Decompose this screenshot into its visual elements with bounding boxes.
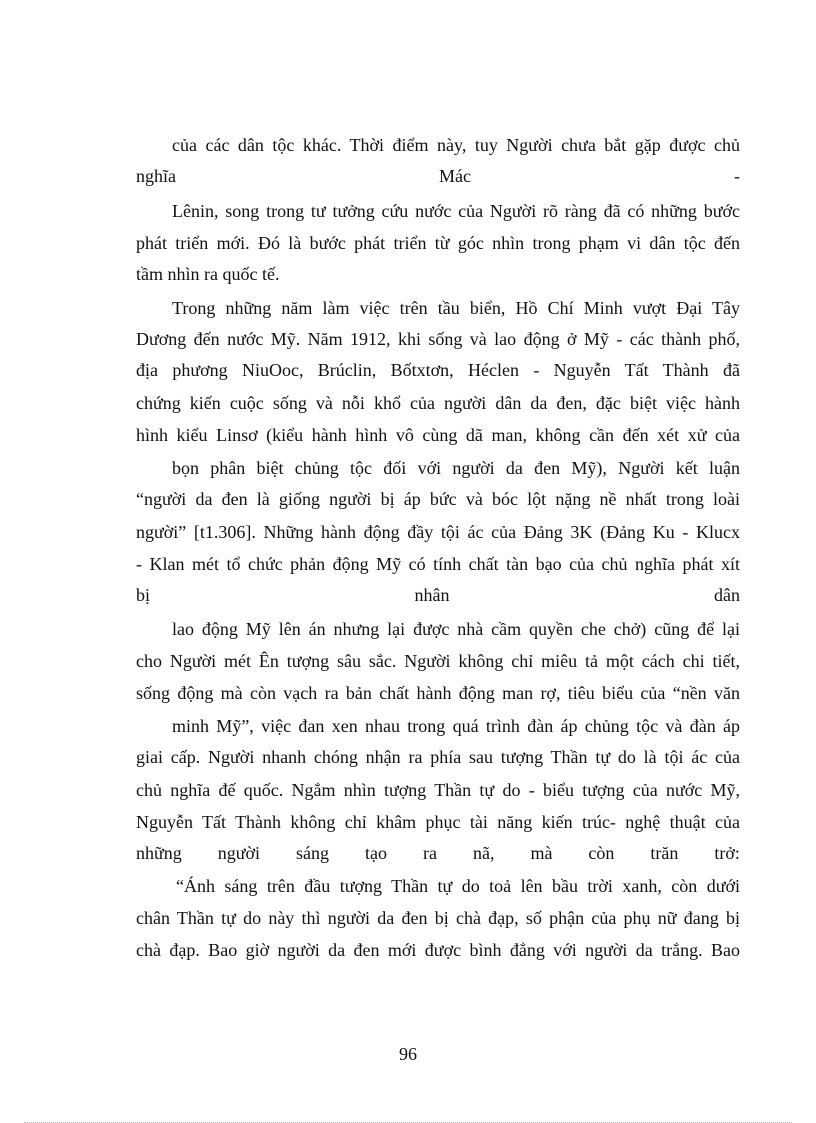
text-line: chủ nghĩa đế quốc. Ngắm nhìn tượng Thần tự do - biểu tượng của nước Mỹ, [136, 780, 740, 800]
spread-line [136, 841, 740, 865]
spread-line [136, 164, 740, 188]
text-line: Trong những năm làm việc trên tầu biển, Hồ Chí Minh vượt Đại Tây [172, 298, 740, 318]
text-line: Lênin, song trong tư tưởng cứu nước của Người rõ ràng đã có những bước [172, 201, 740, 221]
text-line: Nguyễn Tất Thành không chỉ khâm phục tài năng kiến trúc- nghệ thuật của [136, 812, 740, 832]
word: tạo [365, 843, 387, 863]
text-line: chà đạp. Bao giờ người da đen mới được bình đẳng với người da trắng. Bao [136, 940, 740, 960]
text-line: sống động mà còn vạch ra bản chất hành động man rợ, tiêu biểu của “nền văn [136, 683, 740, 703]
word: bị [136, 585, 151, 605]
text-line: người” [t1.306]. Những hành động đầy tội ác của Đảng 3K (Đảng Ku - Klucx [136, 522, 740, 542]
word: nghĩa [136, 166, 176, 186]
text-line: của các dân tộc khác. Thời điểm này, tuy Người chưa bắt gặp được chủ [172, 135, 740, 155]
text-line: chứng kiến cuộc sống và nỗi khổ của người dân da đen, đặc biệt việc hành [136, 393, 740, 413]
word: trở: [714, 843, 740, 863]
word: - [733, 166, 740, 186]
word: sáng [296, 843, 330, 863]
text-line: cho Người mét Ên tượng sâu sắc. Người không chỉ miêu tả một cách chi tiết, [136, 651, 740, 671]
word: người [217, 843, 261, 863]
text-line: hình kiểu Linsơ (kiểu hành hình vô cùng dã man, không cần đến xét xử của [136, 425, 740, 445]
word: những [136, 843, 182, 863]
text-line: lao động Mỹ lên án nhưng lại được nhà cầm quyền che chở) cũng để lại [172, 619, 740, 639]
word: còn [588, 843, 615, 863]
word: dân [713, 585, 740, 605]
text-line: chân Thần tự do này thì người da đen bị chà đạp, số phận của phụ nữ đang bị [136, 908, 740, 928]
text-line: phát triển mới. Đó là bước phát triển từ góc nhìn trong phạm vi dân tộc đến [136, 233, 740, 253]
text-line: “Ánh sáng trên đầu tượng Thần tự do toả lên bầu trời xanh, còn dưới [176, 876, 740, 896]
text-line: minh Mỹ”, việc đan xen nhau trong quá trình đàn áp chủng tộc và đàn áp [172, 716, 740, 736]
word: nã, [472, 843, 495, 863]
word: trăn [650, 843, 679, 863]
text-line: “người da đen là giống người bị áp bức và bóc lột nặng nề nhất trong loài [136, 489, 740, 509]
text-line: bọn phân biệt chủng tộc đối với người da đen Mỹ), Người kết luận [172, 458, 740, 478]
word: ra [422, 843, 437, 863]
page-number: 96 [399, 1044, 417, 1064]
text-line: địa phương NiuOoc, Brúclin, Bốtxtơn, Héclen - Nguyễn Tất Thành đã [136, 360, 740, 380]
text-line: Dương đến nước Mỹ. Năm 1912, khi sống và lao động ở Mỹ - các thành phố, [136, 329, 740, 349]
text-line: tầm nhìn ra quốc tế. [136, 264, 280, 284]
word: nhân [414, 585, 450, 605]
text-line: giai cấp. Người nhanh chóng nhận ra phía sau tượng Thần tự do là tội ác của [136, 747, 740, 767]
word: mà [530, 843, 553, 863]
spread-line [136, 583, 740, 607]
word: Mác [439, 166, 471, 186]
text-line: - Klan mét tổ chức phản động Mỹ có tính chất tàn bạo của chủ nghĩa phát xít [136, 554, 740, 574]
